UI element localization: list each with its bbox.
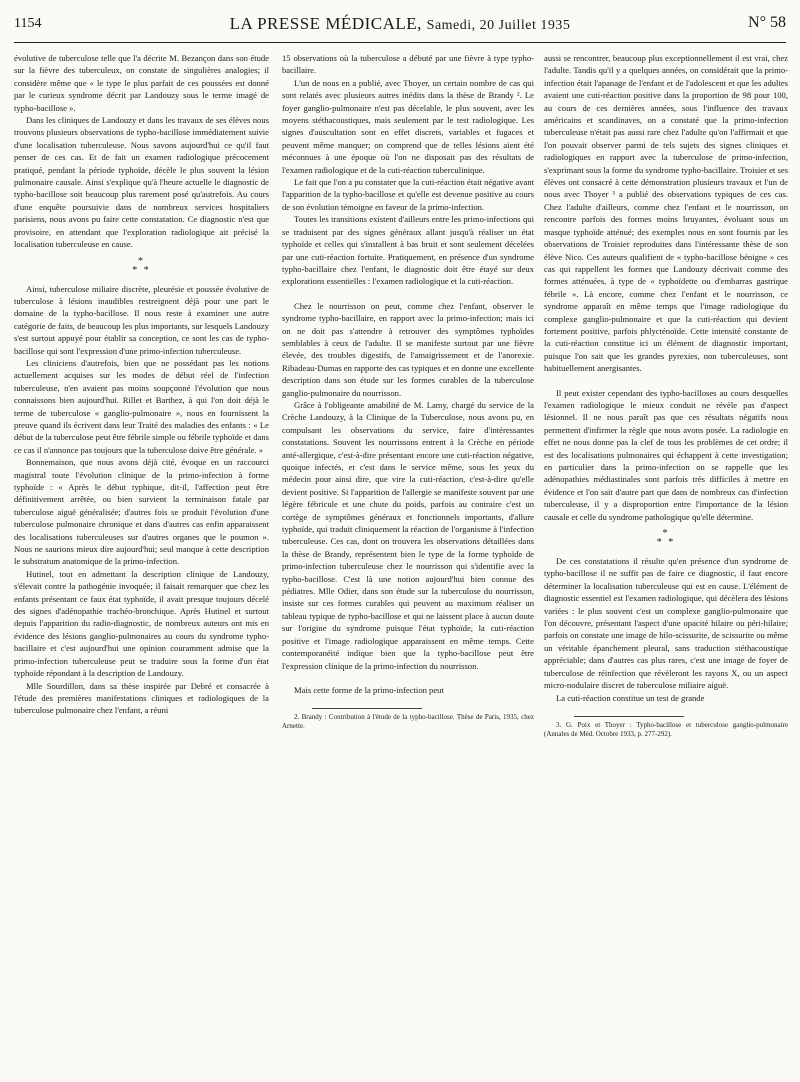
paragraph: Le fait que l'on a pu constater que la cuti-réaction était négative avant l'apparition de la typho-bacillose et qu'elle est devenue positive au cours de son évolution témoigne en faveur de la primo-infection.: [282, 177, 534, 212]
paragraph: Chez le nourrisson on peut, comme chez l'enfant, observer le syndrome typho-bacillaire, en rapport avec la primo-infection; mais ici on ne doit pas s'attendre à retrouver des symptômes typhoïdes semblables à ceux de l'adulte. Il se manifeste surtout par une fièvre élevée, des troubles digestifs, de l'amaigrissement et de l'anorexie. Ribadeau-Dumas en rapporte des cas typiques et en donne une excellente description dans son étude sur les formes curables de la tuberculose ganglio-pulmonaire du nourrisson.: [282, 300, 534, 398]
issue-date: Samedi, 20 Juillet 1935: [426, 18, 571, 33]
running-header: [14, 16, 786, 43]
paragraph: Mlle Sourdillon, dans sa thèse inspirée par Debré et consacrée à l'étude des premières manifestations cliniques et radiologiques de la tuberculose pulmonaire chez l'enfant, a réuni: [14, 680, 269, 716]
paragraph: Ainsi, tuberculose miliaire discrète, pleurésie et poussée évolutive de tuberculose à lésions inaudibles restreignent déjà pour une part le domaine de la typho-bacillose. Il nous reste à examiner une autre catégorie de faits, de beaucoup les plus importants, sur lesquels Landouzy s'est surtout appuyé pour établir sa conception, ce sont les cas de typho-bacillose qui sont l'expression d'une primo-infection tuberculeuse.: [14, 283, 269, 356]
section-separator: [14, 257, 269, 275]
paragraph: Hutinel, tout en admettant la description clinique de Landouzy, s'élevait contre la pathogénie invoquée; il faisait remarquer que chez les enfants présentant ce faux état typhoïde, il avait presque toujours décelé des signes d'adénopathie trachéo-bronchique. Après Hutinel et surtout depuis l'apparition du radio-diagnostic, de nombreux auteurs ont mis en évidence des lésions ganglio-pulmonaires au cours du syndrome typho-bacillaire et c'est aujourd'hui une opinion couramment admise que la primo-infection tuberculeuse peut se traduire sous la forme d'un état typhoïde répondant à la description de Landouzy.: [14, 568, 269, 679]
paragraph: aussi se rencontrer, beaucoup plus exceptionnellement il est vrai, chez l'adulte. Tandis qu'il y a quelques années, on considérait que la primo-infection était l'apanage de l'enfant et de l'adolescent et que les adultes avaient une cuti-réaction positive dans la proportion de 98 pour 100, au cours de ces dernières années, sous l'influence des travaux américains et scandinaves, on a constaté que la primo-infection tuberculeuse n'était pas aussi rare chez l'adulte qu'on l'affirmait et que l'on pouvait observer parmi de tels sujets des signes cliniques et radiologiques en rapport avec la tuberculose de primo-infection, s'exprimant sous la forme du syndrome typho-bacillaire. Troisier et ses élèves ont consacré à cette démonstration plusieurs travaux et l'un de nous avec Thoyer ³ a publié des observations typiques de ces cas. Chez l'adulte d'ailleurs, comme chez l'enfant et le nourrisson, on rencontre parfois des formes moins bruyantes, évoluant sous un masque typhoïde atténué; des exemples nous en sont fournis par les observations de Troisier reproduites dans l'intéressante thèse de son élève Nico. Ces auteurs qualifient de « typho-bacillose bénigne » ces cas qui rappellent les formes que Landouzy décrivait comme des formes atténuées, à type de « typhoïdette ou d'embarras gastrique fébrile ». Là encore, comme chez l'enfant et le nourrisson, ce syndrome apparaît en même temps que l'image radiologique du complexe ganglio-pulmonaire et que la cuti-réaction qui devient fortement positive, parfois phlycténoïde. Cette intensité constante de la cuti-réaction constitue ici un élément de diagnostic important, puisque l'on sait que les grandes pyrexies, non tuberculeuses, sont habituellement anergisantes.: [544, 53, 788, 374]
paragraph: Mais cette forme de la primo-infection peut: [294, 684, 444, 695]
paragraph: L'un de nous en a publié, avec Thoyer, un certain nombre de cas qui sont relatés avec plusieurs autres inédits dans la thèse de Brandy ². Le foyer ganglio-pulmonaire n'est pas décelable, le plus souvent, avec les moyens stéthacoustiques, mais seulement par le test radiologique. Les signes d'auscultation sont en effet discrets, variables et fugaces et peuvent même manquer; on comprend que de telles lésions aient été méconnues à une époque où l'on ne disposait pas des résultats de l'examen radiologique et de la cuti-réaction tuberculinique.: [282, 77, 534, 175]
footnote-rule: [312, 708, 422, 709]
paragraph: La cuti-réaction constitue un test de grande: [556, 692, 705, 703]
paragraph: Grâce à l'obligeante amabilité de M. Lamy, chargé du service de la Crèche Landouzy, à la Clinique de la Tuberculose, nous avons pu, en compulsant les observations du service, faire d'intéressantes constatations. Souvent les nourrissons entrent à la Crèche en période anté-allergique, c'est-à-dire présentant encore une cuti-réaction négative, quoique infectés, et c'est dans le service même, sous les yeux du médecin pour ainsi dire, que vire la cuti-réaction, c'est-à-dire qu'elle devient positive. Si l'apparition de l'allergie se manifeste souvent par une légère fébricule et une chute du poids, parfois au contraire c'est un cortège de symptômes généraux et fonctionnels importants, d'allure typhoïde, qui traduit cliniquement la réaction de l'organisme à l'infection tuberculeuse. Ces cas, dont on trouvera les observations détaillées dans la thèse de Brandy, représentent bien le type de la forme typhoïde de primo-infection tuberculeuse chez le nourrisson qui s'identifie avec la typho-bacillose. C'est là une notion aujourd'hui bien connue des pédiatres. Mlle Odier, dans son étude sur la tuberculose du nourrisson, insiste sur ces formes curables qui peuvent au maximum réaliser un tableau typique de typho-bacillose et qui ne laissent place à aucun doute sur l'origine du syndrome puisque l'état typhoïde, la cuti-réaction positive et l'image radiologique apparaissent en même temps. Cette contemporanéité indique bien que la typho-bacillose peut être l'expression clinique de la primo-infection du nourrisson.: [282, 399, 534, 671]
separator-star: *: [662, 528, 670, 540]
paragraph: 15 observations où la tuberculose a débuté par une fièvre à type typho-bacillaire.: [282, 53, 534, 76]
column-2: [282, 52, 534, 1066]
paragraph: Les cliniciens d'autrefois, bien que ne possédant pas les notions actuellement acquises sur les modes de début réel de l'infection tuberculeuse, n'en avaient pas moins soupçonné l'évolution que nous connaissons bien aujourd'hui. Rillet et Barthez, à qui l'on doit déjà le terme de tuberculose « ganglio-pulmonaire », nous en fournissent la preuve quand ils écrivent dans leur Traité des maladies des enfants : « Le début de la tuberculose peut être fébrile simple ou fébrile typhoïde et dans ce cas il n'annonce pas toujours que la tuberculose doive être générale. »: [14, 357, 269, 455]
footnote: 2. Brandy : Contribution à l'étude de la typho-bacillose. Thèse de Paris, 1935, chez Arnette.: [282, 713, 534, 731]
paragraph: évolutive de tuberculose telle que l'a décrite M. Bezançon dans son étude sur la fièvre des tuberculeux, on constate de singulières analogies; il considère même que « le type le plus parfait de ces poussées est donné par le curieux syndrome décrit par Landouzy sous le terme imagé de typho-bacillose ».: [14, 53, 269, 113]
footnote: 3. G. Poix et Thoyer : Typho-bacillose et tuberculose ganglio-pulmonaire (Annales de Méd. Octobre 1933, p. 277-292).: [544, 720, 788, 738]
paragraph: Dans les cliniques de Landouzy et dans les travaux de ses élèves nous trouvons plusieurs observations de typho-bacillose immédiatement suivie d'une localisation tuberculeuse. Nous savons aujourd'hui ce qu'il faut penser de ces cas. Et de fait un examen radiologique précocement pratiqué, pendant la période typhoïde, décèle le plus souvent la lésion pulmonaire causale. Ainsi s'explique qu'à l'heure actuelle le diagnostic de typho-bacillose soit beaucoup plus rarement posé qu'autrefois. Au cours d'une enquête poursuivie dans de nombreux services hospitaliers parisiens, nous avons pu faire cette constatation. Ce diagnostic n'est que provisoire, en attendant que l'exploration radiologique ait précisé la localisation tuberculeuse en cause.: [14, 115, 269, 250]
paragraph: Toutes les transitions existent d'ailleurs entre les primo-infections qui se traduisent par des signes généraux allant jusqu'à réaliser un état typhoïde et celles qui s'installent à bas bruit et sont seulement décelées par une cuti-réaction fortuite. Pratiquement, en présence d'un syndrome typho-bacillaire chez l'enfant, le diagnostic doit être étayé sur deux explorations essentielles : l'examen radiologique et la cuti-réaction.: [282, 214, 534, 287]
column-1: [14, 52, 269, 1066]
running-title: [14, 14, 786, 34]
journal-title: LA PRESSE MÉDICALE,: [229, 14, 422, 33]
footnote-rule: [574, 716, 684, 717]
column-3: [544, 52, 788, 1066]
separator-star: * *: [132, 264, 151, 276]
section-separator: [544, 529, 788, 547]
paragraph: Il peut exister cependant des typho-bacilloses au cours desquelles l'examen radiologique le mieux conduit ne révèle pas d'aspect lésionnel. Il ne nous paraît pas que ces résultats négatifs nous permettent d'infirmer la règle que nous avons posée. La radiologie en effet ne nous donne pas la clef de tous les problèmes de cet ordre; il est des localisations pulmonaires qui échappent à cette investigation; en particulier dans la primo-infection on se rappelle que les adénopathies médiastinales sont parfois très difficiles à mettre en évidence et l'on sait d'autre part que dans de nombreux cas d'infection tuberculeuse, il y a disproportion entre l'importance de la lésion causale et celle du syndrome pathologique qu'elle détermine.: [544, 387, 788, 522]
page-number: 1154: [14, 16, 42, 31]
paragraph: Bonnemaison, que nous avons déjà cité, évoque en un raccourci magistral toute l'évolution clinique de la primo-infection à forme typhoïde : « Après le début typhique, dit-il, l'affection peut être définitivement arrêtée, ou bien survient la terminaison fatale par tuberculose aiguë généralisée; d'autres fois se produit l'évolution d'une tuberculose pulmonaire chronique et dans d'autres cas enfin apparaissent des localisations tuberculeuses sur d'autres organes que le poumon ». Nous ne saurions mieux dire aujourd'hui; seul manque à cette description le substratum anatomique de la primo-infection.: [14, 457, 269, 567]
separator-star: * *: [656, 537, 676, 549]
paragraph: De ces constatations il résulte qu'en présence d'un syndrome de typho-bacillose il ne suffit pas de faire ce diagnostic, il faut encore déterminer la localisation tuberculeuse qui est en cause. L'élément de diagnostic essentiel est l'examen radiologique, qui décèlera des lésions variées : le plus souvent c'est un complexe ganglio-pulmonaire que l'on découvre, présentant l'aspect d'une opacité hilaire ou péri-hilaire; parfois on constate une image de hilo-scissurite, de scissurite ou même un véritable épanchement pleural, sans traduction stéthacoustique appréciable; dans d'autres cas plus rares, c'est une image de foyer de tuberculose de réinfection que révèleront les rayons X, ou un aspect micro-nodulaire discret de tuberculose miliaire aiguë.: [544, 556, 788, 691]
issue-number: N° 58: [748, 14, 786, 31]
separator-star: *: [138, 255, 145, 267]
